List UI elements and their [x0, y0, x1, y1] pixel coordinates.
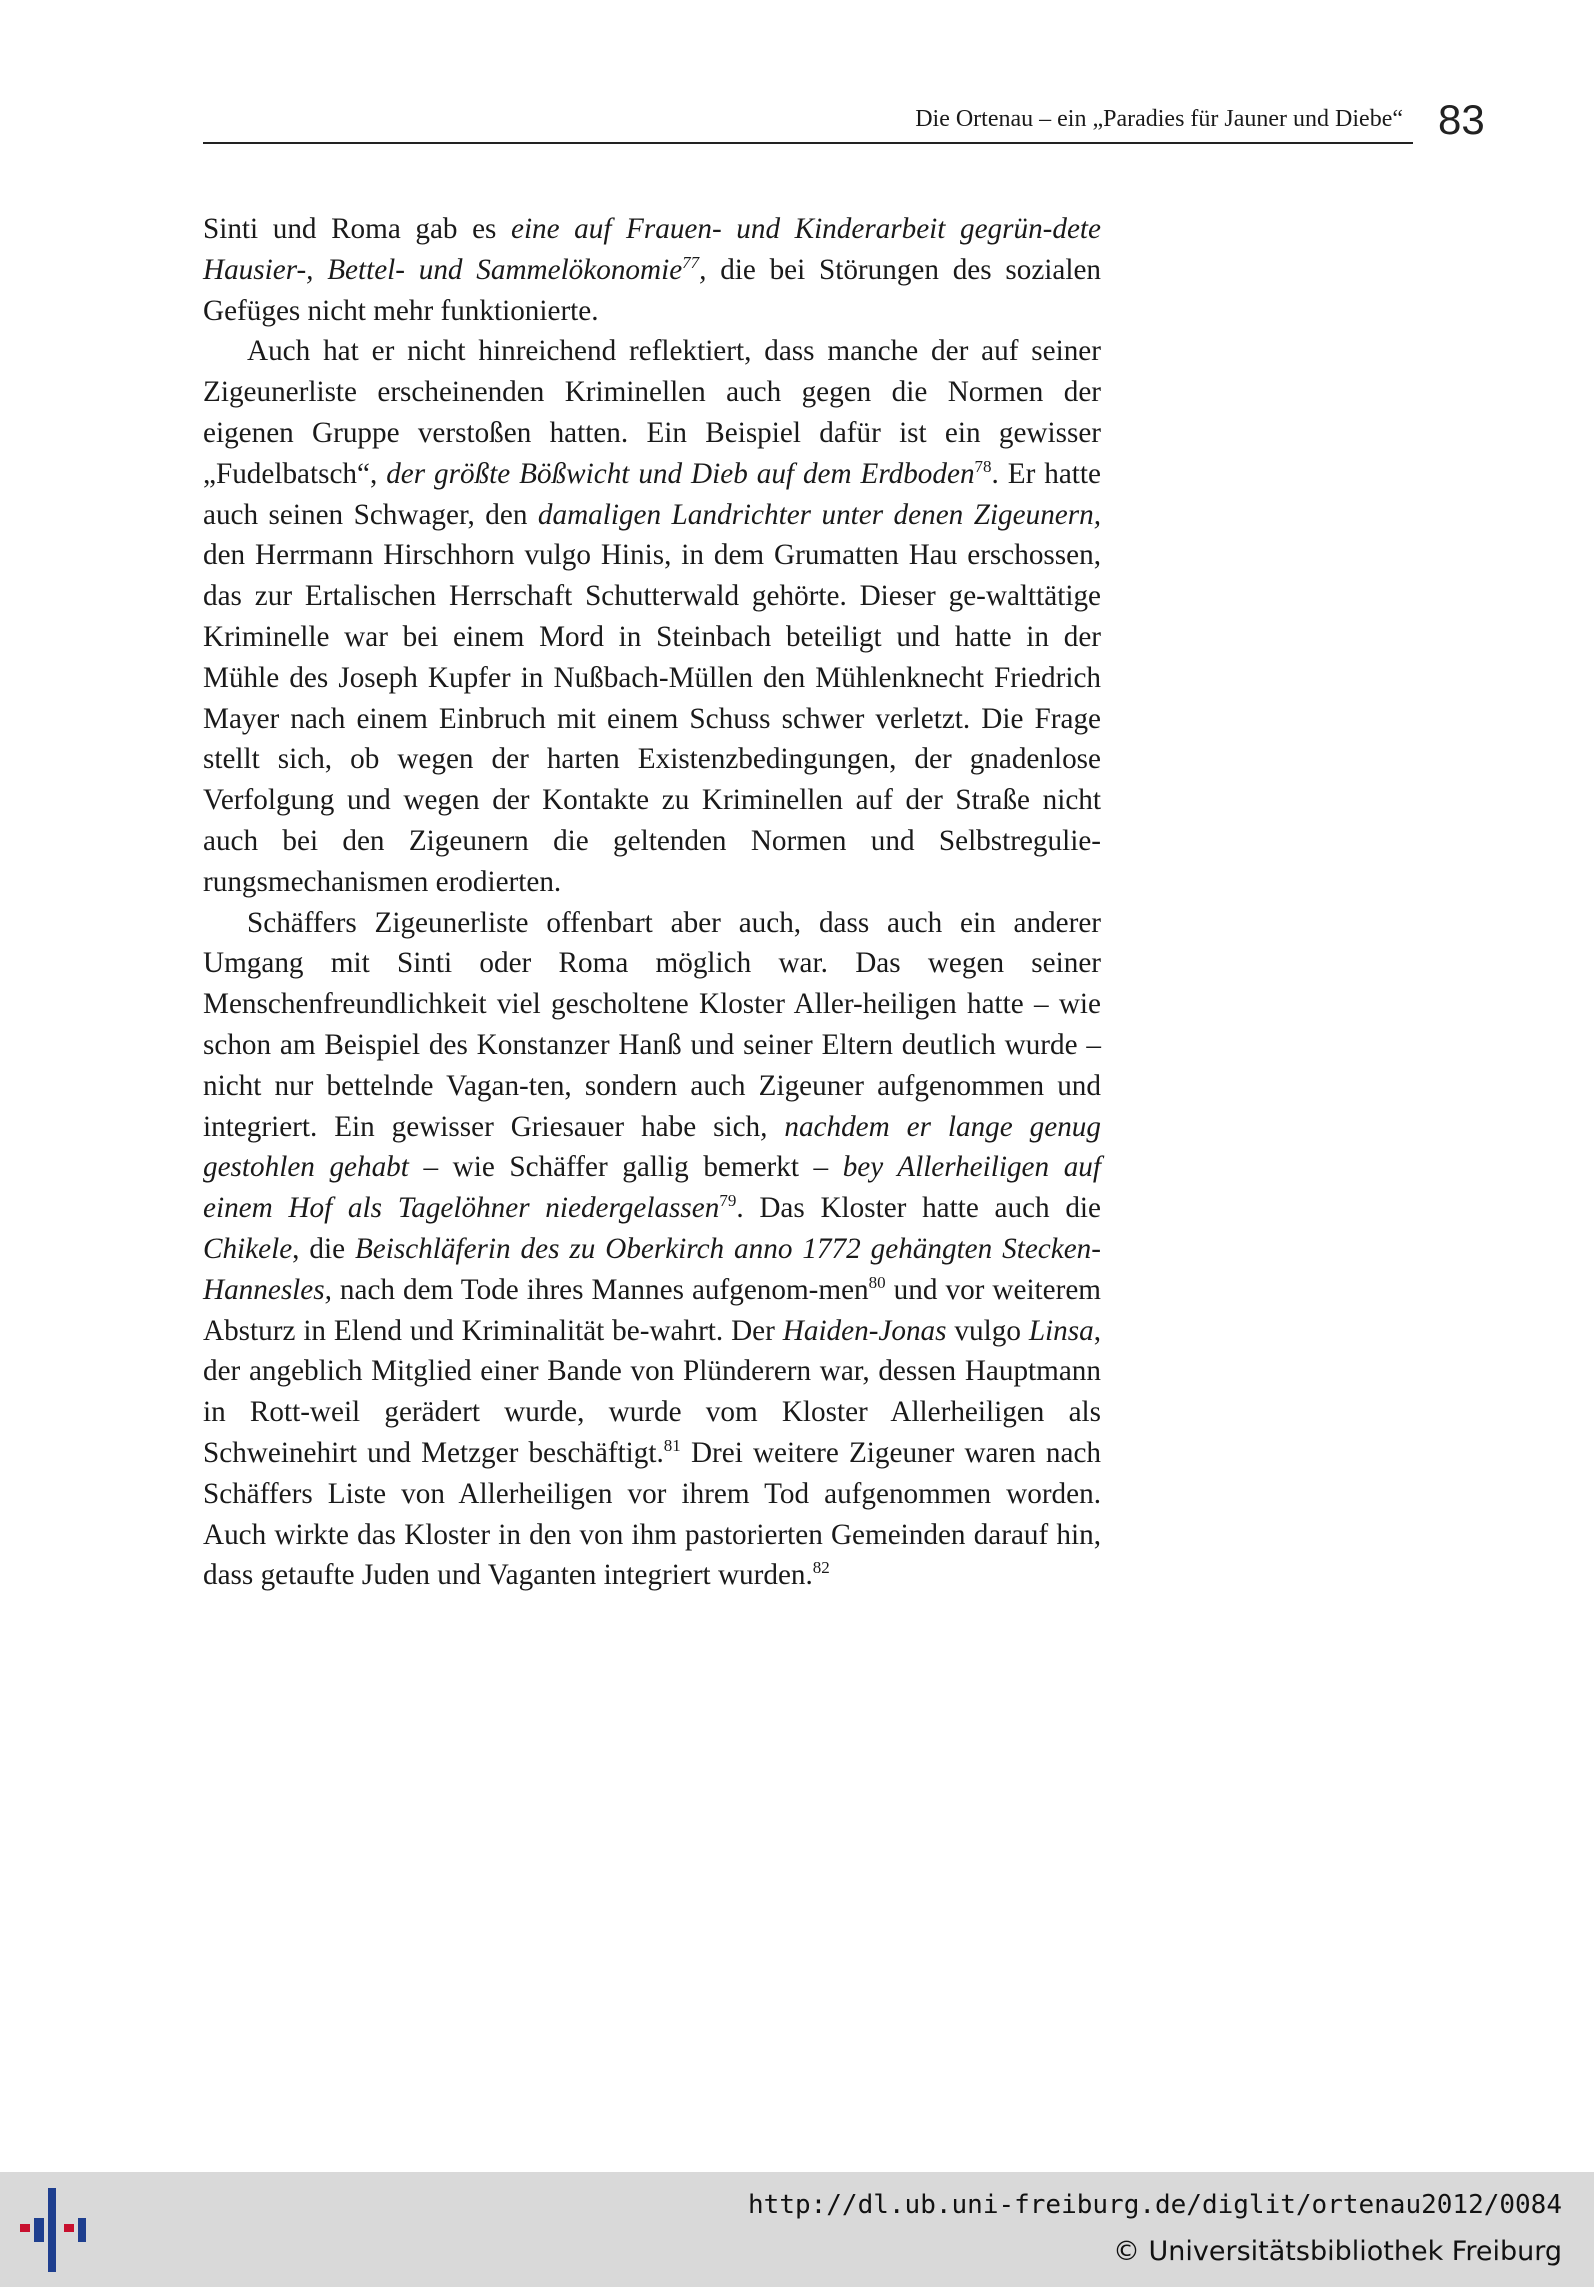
footnote-ref: 79 — [719, 1191, 737, 1211]
logo-bar-red-right — [64, 2224, 74, 2232]
running-header — [203, 104, 1413, 140]
paragraph-2: Auch hat er nicht hinreichend reflektiert, dass manche der auf seiner Zigeunerliste erscheinenden Kriminellen auch gegen die Normen der eigenen Gruppe verstoßen hatten. Ein Beispiel dafür ist ein gewisser „Fudelbatsch“, der größte Bößwicht und Dieb auf dem Erdboden$^{78}$. Er hatte auch seinen Schwager, den damaligen Landrichter unter denen Zigeunern, den Herrmann Hirschhorn vulgo Hinis, in dem Grumatten Hau erschossen, das zur Ertalischen Herrschaft Schutterwald gehörte. Dieser ge-walttätige Kriminelle war bei einem Mord in Steinbach beteiligt und hatte in der Mühle des Joseph Kupfer in Nußbach-Müllen den Mühlenknecht Friedrich Mayer nach einem Einbruch mit einem Schuss schwer verletzt. Die Frage stellt sich, ob wegen der harten Existenzbedingungen, der gnadenlose Verfolgung und wegen der Kontakte zu Kriminellen auf der Straße nicht auch bei den Zigeunern die geltenden Normen und Selbstregulie-rungsmechanismen erodierten. — [203, 335, 1101, 898]
logo-bar-blue-right — [78, 2218, 86, 2242]
footer-bar — [0, 2172, 1594, 2287]
footnote-ref: 80 — [868, 1272, 886, 1292]
running-title-rule — [203, 104, 1413, 144]
page-number: 83 — [1438, 96, 1485, 143]
copyright-notice: © Universitätsbibliothek Freiburg — [1112, 2236, 1562, 2267]
italic-quote: bey Allerheiligen auf einem Hof als Tagelöhner niedergelassen — [203, 1151, 1101, 1225]
logo-bar-blue — [48, 2188, 56, 2272]
italic-quote: , nachdem er lange genug gestohlen gehabt — [203, 1110, 1101, 1184]
paragraph-3: Schäffers Zigeunerliste offenbart aber auch, dass auch ein anderer Umgang mit Sinti oder Roma möglich war. Das wegen seiner Menschenfreundlichkeit viel gescholtene Kloster Aller-heiligen hatte – wie schon am Beispiel des Konstanzer Hanß und seiner Eltern deutlich wurde – nicht nur bettelnde Vagan-ten, sondern auch Zigeuner aufgenommen und integriert. Ein gewisser Griesauer habe sich, nachdem er lange genug gestohlen gehabt – wie Schäffer gallig bemerkt – bey Allerheiligen auf einem Hof als Tagelöhner niedergelassen$^{79}$. Das Kloster hatte auch die Chikele, die Beischläferin des zu Oberkirch anno 1772 gehängten Stecken-Hannesles, nach dem Tode ihres Mannes aufgenom-men$^{80}$ und vor weiterem Absturz in Elend und Kriminalität be-wahrt. Der Haiden-Jonas vulgo Linsa, der angeblich Mitglied einer Bande von Plünderern war, dessen Hauptmann in Rott-weil gerädert wurde, wurde vom Kloster Allerheiligen als Schweinehirt und Metzger beschäftigt.$^{81}$ Drei weitere Zigeuner waren nach Schäffers Liste von Allerheiligen vor ihrem Tod aufgenommen worden. Auch wirkte das Kloster in den von ihm pastorierten Gemeinden darauf hin, dass getaufte Juden und Vaganten integriert wurden.$^{82}$ — [203, 906, 1102, 1592]
italic-quote: Haiden-Jonas — [782, 1314, 947, 1347]
footnote-ref: 81 — [663, 1435, 681, 1455]
italic-quote: damaligen Landrichter unter denen Zigeunern, — [537, 498, 1101, 531]
logo-bar-red-left — [20, 2224, 30, 2232]
italic-quote: Beischläferin des zu Oberkirch anno 1772 gehängten Stecken-Hannesles, — [203, 1232, 1101, 1306]
italic-quote: Linsa — [1028, 1314, 1094, 1347]
ub-freiburg-logo-icon — [20, 2188, 102, 2272]
footnote-ref: 77 — [682, 252, 700, 272]
logo-bar-blue-left — [34, 2218, 44, 2242]
italic-quote: , — [699, 253, 707, 286]
italic-quote: der größte Bößwicht und Dieb auf dem Erdboden — [386, 457, 975, 490]
body-text — [203, 209, 1101, 1596]
italic-quote: eine auf Frauen- und Kinderarbeit gegrün-dete Hausier-, Bettel- und Sammelökonomie — [203, 213, 1101, 286]
running-title: Die Ortenau – ein „Paradies für Jauner und Diebe“ — [915, 106, 1403, 132]
paragraph-1: Sinti und Roma gab es eine auf Frauen- und Kinderarbeit gegrün-dete Hausier-, Bettel- und Sammelökonomie$^{77}$, die bei Störungen des sozialen Gefüges nicht mehr funktionierte. — [203, 213, 1101, 327]
italic-quote: Chikele — [203, 1232, 293, 1265]
footnote-ref: 82 — [812, 1558, 830, 1578]
source-url-link[interactable]: http://dl.ub.uni-freiburg.de/diglit/ortenau2012/0084 — [748, 2190, 1562, 2220]
footnote-ref: 78 — [974, 456, 992, 476]
